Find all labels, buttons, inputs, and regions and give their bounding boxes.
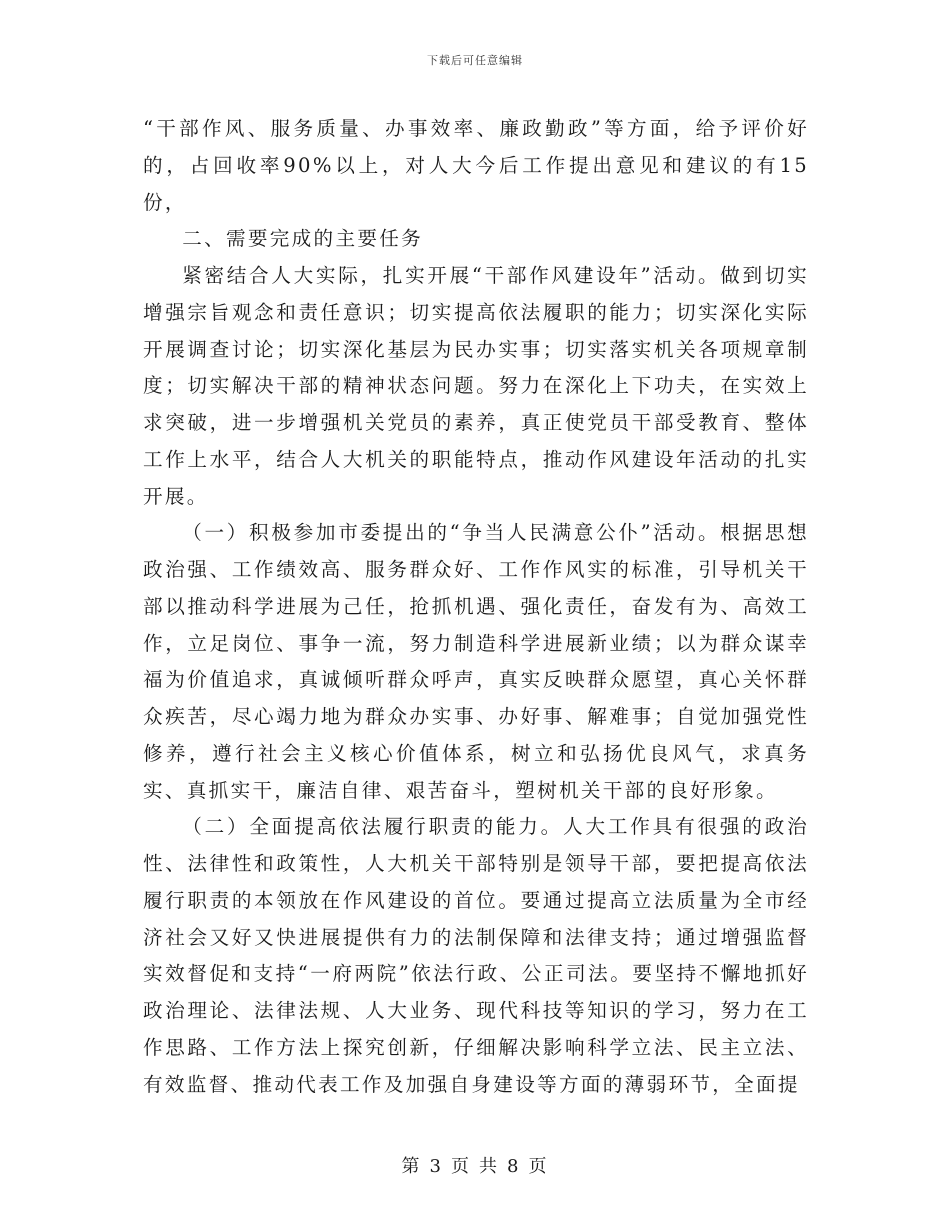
paragraph-continuation: “干部作风、服务质量、办事效率、廉政勤政”等方面，给予评价好的，占回收率90%以上，对人大今后工作提出意见和建议的有15份， [143,117,809,214]
footer-label-gong: 共 [479,1156,499,1177]
paragraph: （二）全面提高依法履行职责的能力。人大工作具有很强的政治性、法律性和政策性，人大机关干部特别是领导干部，要把提高依法履行职责的本领放在作风建设的首位。要通过提高立法质量为全市经济社会又好又快进展提供有力的法制保障和法律支持；通过增强监督实效督促和支持“一府两院”依法行政、公正司法。要坚持不懈地抓好政治理论、法律法规、人大业务、现代科技等知识的学习，努力在工作思路、工作方法上探究创新，仔细解决影响科学立法、民主立法、有效监督、推动代表工作及加强自身建设等方面的薄弱环节，全面提 [143,815,809,1096]
footer-label-ye: 页 [451,1156,471,1177]
document-body [143,111,809,1103]
page-footer [0,1152,950,1178]
section-heading: 二、需要完成的主要任务 [182,227,424,251]
footer-label-ye2: 页 [528,1156,549,1177]
paragraph: （一）积极参加市委提出的“争当人民满意公仆”活动。根据思想政治强、工作绩效高、服务群众好、工作作风实的标准，引导机关干部以推动科学进展为己任，抢抓机遇、强化责任，奋发有为、高效工作，立足岗位、事争一流，努力制造科学进展新业绩；以为群众谋幸福为价值追求，真诚倾听群众呼声，真实反映群众愿望，真心关怀群众疾苦，尽心竭力地为群众办实事、办好事、解难事；自觉加强党性修养，遵行社会主义核心价值体系，树立和弘扬优良风气，求真务实、真抓实干，廉洁自律、艰苦奋斗，塑树机关干部的良好形象。 [143,521,809,802]
total-pages: 8 [507,1156,521,1177]
page-number: 3 [429,1156,443,1177]
paragraph: 紧密结合人大实际，扎实开展“干部作风建设年”活动。做到切实增强宗旨观念和责任意识；切实提高依法履职的能力；切实深化实际开展调查讨论；切实深化基层为民办实事；切实落实机关各项规章制度；切实解决干部的精神状态问题。努力在深化上下功夫，在实效上求突破，进一步增强机关党员的素养，真正使党员干部受教育、整体工作上水平，结合人大机关的职能特点，推动作风建设年活动的扎实开展。 [143,264,809,508]
footer-label-di: 第 [401,1156,422,1177]
page-header: 下载后可任意编辑 [427,54,523,67]
